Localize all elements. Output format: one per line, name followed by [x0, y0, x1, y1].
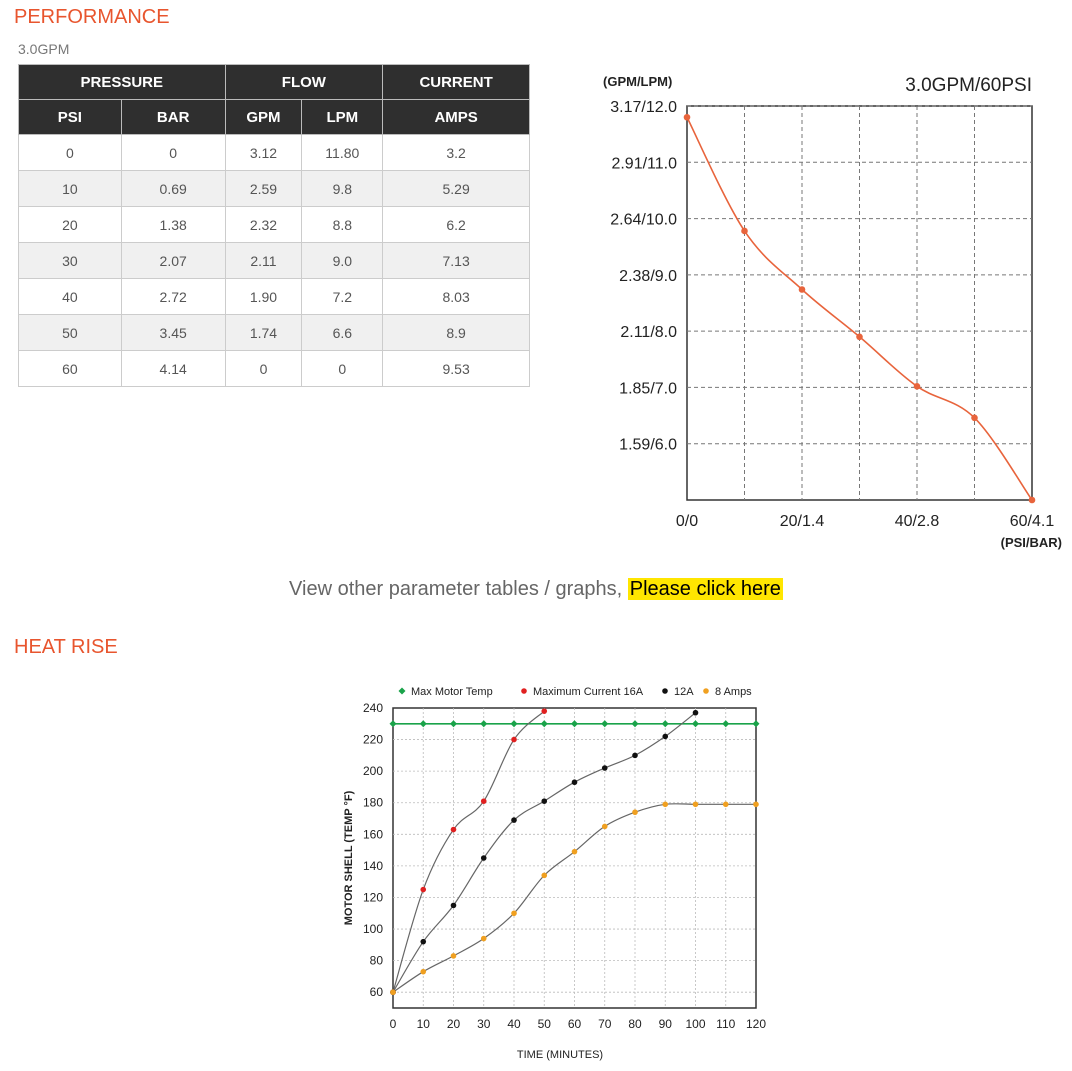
- heat-data-point: [753, 802, 759, 808]
- heat-data-point: [572, 849, 578, 855]
- perf-y-tick-label: 3.17/12.0: [610, 99, 677, 116]
- perf-data-point: [684, 114, 691, 121]
- perf-y-tick-label: 2.11/8.0: [620, 324, 677, 342]
- header-flow: FLOW: [225, 65, 383, 100]
- perf-x-tick-label: 40/2.8: [894, 513, 940, 530]
- heat-data-point: [481, 855, 487, 861]
- heat-data-point: [511, 817, 517, 823]
- cell-bar: 0: [121, 135, 225, 171]
- table-row: [19, 315, 530, 351]
- cell-amps: 5.29: [383, 171, 530, 207]
- table-group-header-row: [19, 65, 530, 100]
- heat-data-point: [662, 802, 668, 808]
- table-row: [19, 351, 530, 387]
- cell-amps: 7.13: [383, 243, 530, 279]
- cell-psi: 10: [19, 171, 122, 207]
- heat-data-point: [723, 802, 729, 808]
- cell-gpm: 3.12: [225, 135, 302, 171]
- perf-y-tick-label: 2.91/11.0: [611, 155, 677, 173]
- cell-amps: 8.9: [383, 315, 530, 351]
- heat-data-point: [420, 939, 426, 945]
- perf-x-tick-label: 0/0: [675, 513, 699, 530]
- performance-chart: [596, 66, 1068, 556]
- cell-lpm: 7.2: [302, 279, 383, 315]
- heat-y-tick-label: 200: [362, 764, 383, 779]
- header-gpm: GPM: [225, 100, 302, 135]
- cell-lpm: 8.8: [302, 207, 383, 243]
- heat-data-point: [541, 708, 547, 714]
- heat-x-tick-label: 20: [446, 1017, 461, 1031]
- heat-data-point: [632, 753, 638, 759]
- parameter-link-line: [0, 578, 1072, 601]
- cell-psi: 50: [19, 315, 122, 351]
- perf-y-tick-label: 1.59/6.0: [619, 436, 677, 454]
- heat-data-point: [420, 969, 426, 975]
- heat-x-tick-label: 10: [416, 1017, 430, 1031]
- perf-y-tick-label: 2.38/9.0: [619, 267, 677, 285]
- heat-x-tick-label: 90: [658, 1017, 672, 1031]
- perf-data-point: [914, 383, 921, 390]
- heat-data-point: [451, 903, 457, 909]
- perf-chart-title: 3.0GPM/60PSI: [905, 75, 1032, 96]
- perf-data-point: [856, 333, 863, 340]
- heat-legend-marker: [521, 688, 527, 694]
- header-current: CURRENT: [383, 65, 530, 100]
- table-row: [19, 207, 530, 243]
- heat-x-tick-label: 100: [685, 1017, 706, 1031]
- heat-legend-label: Max Motor Temp: [411, 686, 493, 698]
- heat-y-tick-label: 160: [362, 827, 383, 842]
- table-sub-header-row: [19, 100, 530, 135]
- heat-x-tick-label: 40: [507, 1017, 521, 1031]
- header-bar: BAR: [121, 100, 225, 135]
- cell-lpm: 0: [302, 351, 383, 387]
- cell-lpm: 9.8: [302, 171, 383, 207]
- heat-data-point: [541, 873, 547, 879]
- heat-x-tick-label: 30: [477, 1017, 491, 1031]
- heat-data-point: [481, 936, 487, 942]
- model-label: 3.0GPM: [18, 41, 70, 57]
- cell-bar: 2.07: [121, 243, 225, 279]
- heat-xlabel: TIME (MINUTES): [516, 1049, 604, 1061]
- perf-data-point: [1029, 497, 1036, 504]
- heat-data-point: [602, 765, 608, 771]
- heat-y-tick-label: 240: [362, 701, 383, 715]
- perf-x-tick-label: 20/1.4: [779, 513, 825, 530]
- cell-bar: 2.72: [121, 279, 225, 315]
- heat-data-point: [511, 737, 517, 743]
- heat-legend-label: Maximum Current 16A: [533, 686, 644, 698]
- perf-xlabel: (PSI/BAR): [1000, 535, 1062, 550]
- cell-amps: 9.53: [383, 351, 530, 387]
- heat-data-point: [693, 710, 699, 716]
- perf-data-point: [741, 228, 748, 235]
- cell-gpm: 2.59: [225, 171, 302, 207]
- cell-gpm: 1.90: [225, 279, 302, 315]
- cell-psi: 40: [19, 279, 122, 315]
- perf-ylabel: (GPM/LPM): [603, 74, 673, 89]
- heat-legend-label: 8 Amps: [715, 686, 752, 698]
- heat-x-tick-label: 80: [628, 1017, 642, 1031]
- cell-amps: 3.2: [383, 135, 530, 171]
- heat-data-point: [420, 887, 426, 893]
- heat-y-tick-label: 120: [362, 890, 383, 905]
- cell-gpm: 1.74: [225, 315, 302, 351]
- heat-y-tick-label: 180: [362, 795, 383, 810]
- table-row: [19, 171, 530, 207]
- cell-amps: 6.2: [383, 207, 530, 243]
- cell-bar: 1.38: [121, 207, 225, 243]
- please-click-here-link[interactable]: Please click here: [629, 578, 781, 600]
- heat-data-point: [541, 798, 547, 804]
- heat-rise-chart: [330, 678, 770, 1066]
- cell-lpm: 9.0: [302, 243, 383, 279]
- heat-x-tick-label: 120: [745, 1017, 767, 1031]
- heat-y-tick-label: 140: [362, 858, 383, 873]
- cell-bar: 4.14: [121, 351, 225, 387]
- heat-rise-title: HEAT RISE: [14, 636, 118, 658]
- heat-x-tick-label: 110: [716, 1017, 736, 1031]
- cell-bar: 0.69: [121, 171, 225, 207]
- heat-data-point: [481, 798, 487, 804]
- cell-psi: 60: [19, 351, 122, 387]
- cell-gpm: 0: [225, 351, 302, 387]
- cell-lpm: 11.80: [302, 135, 383, 171]
- table-row: [19, 279, 530, 315]
- heat-x-tick-label: 0: [389, 1017, 397, 1031]
- heat-x-tick-label: 60: [567, 1017, 582, 1031]
- heat-data-point: [632, 809, 638, 815]
- cell-psi: 30: [19, 243, 122, 279]
- heat-x-tick-label: 50: [537, 1017, 551, 1031]
- header-pressure: PRESSURE: [19, 65, 226, 100]
- cell-bar: 3.45: [121, 315, 225, 351]
- link-prefix: View other parameter tables / graphs,: [289, 578, 628, 600]
- cell-gpm: 2.11: [225, 243, 302, 279]
- heat-data-point: [390, 989, 396, 995]
- performance-table: [18, 64, 530, 387]
- header-psi: PSI: [19, 100, 122, 135]
- table-row: [19, 243, 530, 279]
- cell-gpm: 2.32: [225, 207, 302, 243]
- perf-y-tick-label: 1.85/7.0: [619, 380, 677, 398]
- heat-legend-label: 12A: [674, 686, 694, 698]
- heat-legend-marker: [399, 688, 406, 695]
- heat-y-tick-label: 80: [369, 953, 383, 968]
- header-lpm: LPM: [302, 100, 383, 135]
- cell-psi: 0: [19, 135, 122, 171]
- heat-legend-marker: [662, 688, 668, 694]
- header-amps: AMPS: [383, 100, 530, 135]
- cell-psi: 20: [19, 207, 122, 243]
- heat-y-tick-label: 220: [362, 732, 383, 747]
- cell-amps: 8.03: [383, 279, 530, 315]
- heat-data-point: [693, 802, 699, 808]
- heat-data-point: [572, 779, 578, 785]
- perf-x-tick-label: 60/4.1: [1009, 513, 1055, 530]
- perf-data-point: [799, 286, 806, 293]
- heat-x-tick-label: 70: [598, 1017, 612, 1031]
- heat-y-tick-label: 100: [362, 922, 383, 937]
- cell-lpm: 6.6: [302, 315, 383, 351]
- table-row: [19, 135, 530, 171]
- heat-data-point: [511, 910, 517, 916]
- perf-data-point: [971, 415, 978, 422]
- heat-data-point: [602, 824, 608, 830]
- perf-y-tick-label: 2.64/10.0: [610, 211, 677, 229]
- heat-y-tick-label: 60: [369, 985, 383, 1000]
- heat-ylabel: MOTOR SHELL (TEMP °F): [343, 790, 355, 926]
- performance-title: PERFORMANCE: [14, 6, 170, 28]
- heat-data-point: [662, 734, 668, 740]
- heat-data-point: [451, 827, 457, 833]
- heat-data-point: [451, 953, 457, 959]
- heat-legend-marker: [703, 688, 709, 694]
